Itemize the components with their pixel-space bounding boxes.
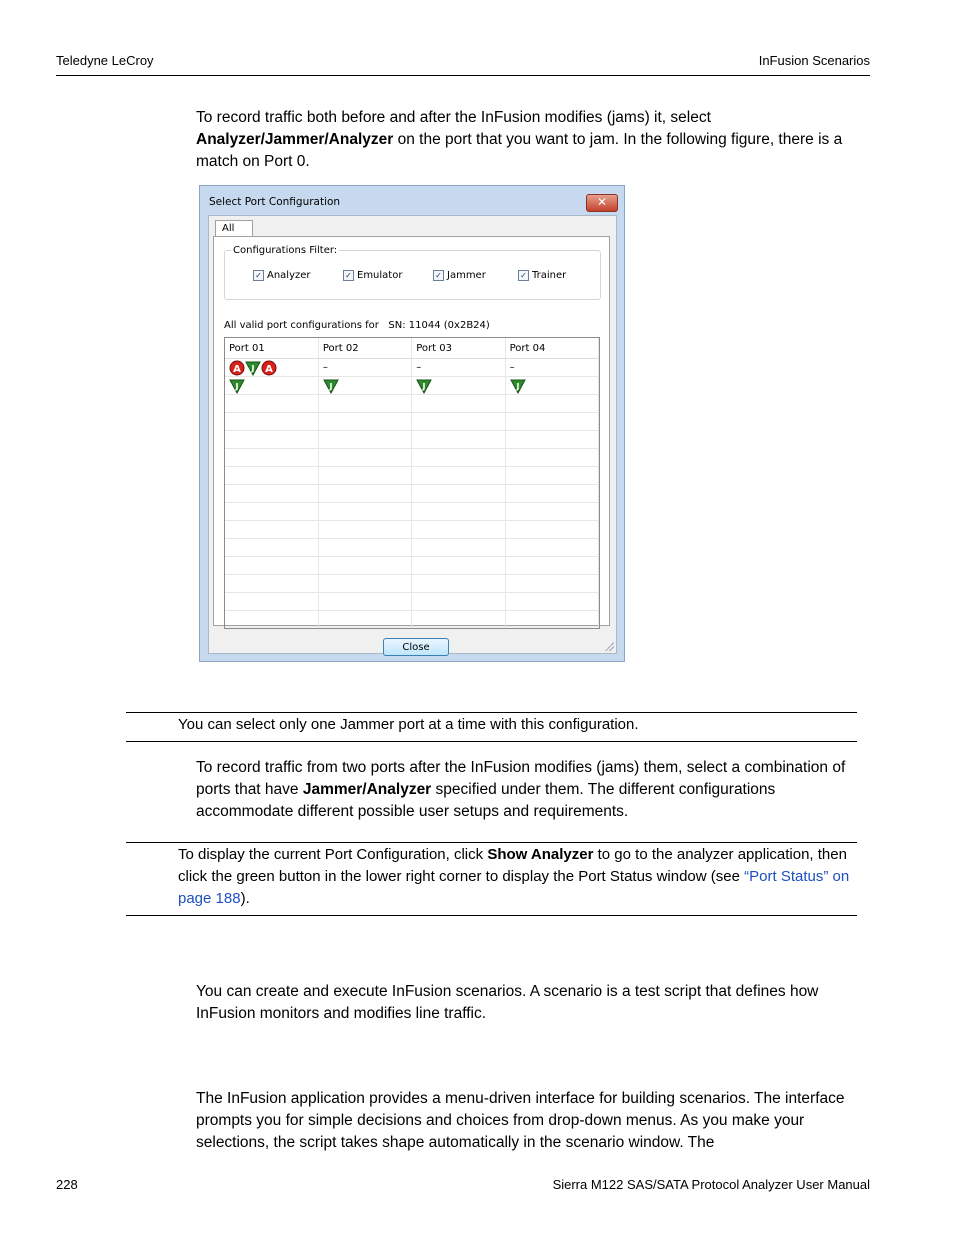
note2-text-pre: To display the current Port Configuration, click: [178, 846, 488, 863]
note2-rule-top: [126, 842, 857, 843]
grid-cell[interactable]: –: [318, 359, 411, 377]
checkbox-checked-icon: ✓: [433, 270, 444, 281]
grid-cell[interactable]: [225, 359, 318, 377]
table-row: [225, 575, 599, 593]
footer-manual-title: Sierra M122 SAS/SATA Protocol Analyzer User Manual: [552, 1177, 870, 1192]
svg-text:J: J: [516, 381, 520, 391]
grid-cell[interactable]: –: [412, 359, 505, 377]
header-section: InFusion Scenarios: [758, 53, 870, 68]
grid-cell[interactable]: [318, 377, 411, 395]
grid-header-row: [225, 338, 599, 359]
column-header-port02: Port 02: [318, 338, 411, 359]
table-row: [225, 539, 599, 557]
grid-cell[interactable]: [505, 377, 598, 395]
tab-all[interactable]: All: [215, 220, 253, 236]
note-rule-bottom: [126, 741, 857, 742]
para2-text-bold: Jammer/Analyzer: [302, 781, 432, 798]
filter-jammer-checkbox[interactable]: [433, 270, 486, 281]
checkbox-checked-icon: ✓: [253, 270, 264, 281]
dialog-title: Select Port Configuration: [209, 196, 341, 208]
table-row[interactable]: [225, 359, 599, 377]
checkbox-checked-icon: ✓: [518, 270, 529, 281]
paragraph-analyzer-jammer-analyzer: [196, 107, 876, 173]
filter-emulator-checkbox[interactable]: [343, 270, 402, 281]
svg-text:J: J: [251, 363, 255, 373]
column-header-port01: Port 01: [225, 338, 318, 359]
table-row: [225, 503, 599, 521]
note2-text-mid: to go to the analyzer application, then click the green button in the lower right corner to display the Port Status window (see: [178, 846, 847, 885]
table-row: [225, 611, 599, 629]
filter-analyzer-label: Analyzer: [267, 270, 311, 281]
port-configuration-grid[interactable]: [224, 337, 600, 629]
paragraph-scenarios-intro: You can create and execute InFusion scenarios. A scenario is a test script that defines how InFusion monitors and modifies line traffic.: [196, 983, 819, 1022]
para1-text-pre: To record traffic both before and after the InFusion modifies (jams) it, select: [196, 109, 711, 126]
serial-number-line: [224, 320, 490, 331]
dialog-body: [208, 215, 617, 654]
note-show-analyzer: [178, 844, 878, 910]
close-icon[interactable]: ✕: [586, 194, 618, 212]
page-number: 228: [56, 1177, 78, 1192]
note-rule-top: [126, 712, 857, 713]
analyzer-icon: [229, 360, 245, 376]
tab-panel: [213, 236, 610, 626]
para2-text-pre: To record traffic from two ports after the InFusion modifies (jams) them, select a combination of ports that have: [196, 759, 846, 798]
checkbox-checked-icon: ✓: [343, 270, 354, 281]
table-row: [225, 431, 599, 449]
grid-cell[interactable]: –: [505, 359, 598, 377]
sn-value: SN: 11044 (0x2B24): [388, 320, 490, 331]
jammer-icon: [416, 378, 432, 394]
note-one-jammer: You can select only one Jammer port at a time with this configuration.: [178, 716, 639, 733]
table-row: [225, 467, 599, 485]
paragraph-jammer-analyzer: [196, 757, 876, 823]
svg-text:A: A: [265, 363, 274, 375]
column-header-port03: Port 03: [412, 338, 505, 359]
close-button[interactable]: Close: [383, 638, 449, 656]
svg-text:J: J: [422, 381, 426, 391]
grid-cell[interactable]: [412, 377, 505, 395]
table-row: [225, 485, 599, 503]
para1-text-post: on the port that you want to jam. In the following figure, there is a match on Port 0.: [196, 131, 843, 170]
table-row: [225, 593, 599, 611]
resize-grip-icon[interactable]: [604, 641, 614, 651]
svg-text:J: J: [235, 381, 239, 391]
jammer-icon: [323, 378, 339, 394]
para1-text-bold: Analyzer/Jammer/Analyzer: [196, 131, 394, 148]
filter-analyzer-checkbox[interactable]: [253, 270, 311, 281]
column-header-port04: Port 04: [505, 338, 598, 359]
table-row: [225, 449, 599, 467]
table-row: [225, 629, 599, 630]
table-row: [225, 557, 599, 575]
select-port-configuration-dialog: [199, 185, 625, 662]
para2-text-post: specified under them. The different configurations accommodate different possible user setups and requirements.: [196, 781, 776, 820]
filter-trainer-label: Trainer: [532, 270, 567, 281]
note2-text-post: ).: [240, 890, 250, 907]
filter-trainer-checkbox[interactable]: [518, 270, 566, 281]
table-row: [225, 521, 599, 539]
paragraph-menu-driven: The InFusion application provides a menu-driven interface for building scenarios. The interface prompts you for simple decisions and choices from drop-down menus. As you make your selections, the script takes shape automatically in the scenario window. The: [196, 1090, 845, 1151]
table-row[interactable]: [225, 377, 599, 395]
filter-emulator-label: Emulator: [357, 270, 403, 281]
configurations-filter-group: [224, 245, 601, 300]
table-row: [225, 395, 599, 413]
analyzer-icon: [261, 360, 277, 376]
grid-cell[interactable]: [225, 377, 318, 395]
svg-text:J: J: [329, 381, 333, 391]
note2-rule-bottom: [126, 915, 857, 916]
filter-group-title: Configurations Filter:: [233, 245, 338, 256]
header-rule: [56, 75, 870, 76]
sn-label: All valid port configurations for: [224, 320, 379, 331]
port-status-link[interactable]: “Port Status” on page 188: [178, 868, 850, 907]
header-company: Teledyne LeCroy: [56, 53, 154, 68]
jammer-icon: [229, 378, 245, 394]
svg-text:A: A: [233, 363, 241, 375]
jammer-icon: [510, 378, 526, 394]
table-row: [225, 413, 599, 431]
note2-text-bold: Show Analyzer: [487, 846, 594, 863]
jammer-icon: [245, 360, 261, 376]
filter-jammer-label: Jammer: [447, 270, 486, 281]
